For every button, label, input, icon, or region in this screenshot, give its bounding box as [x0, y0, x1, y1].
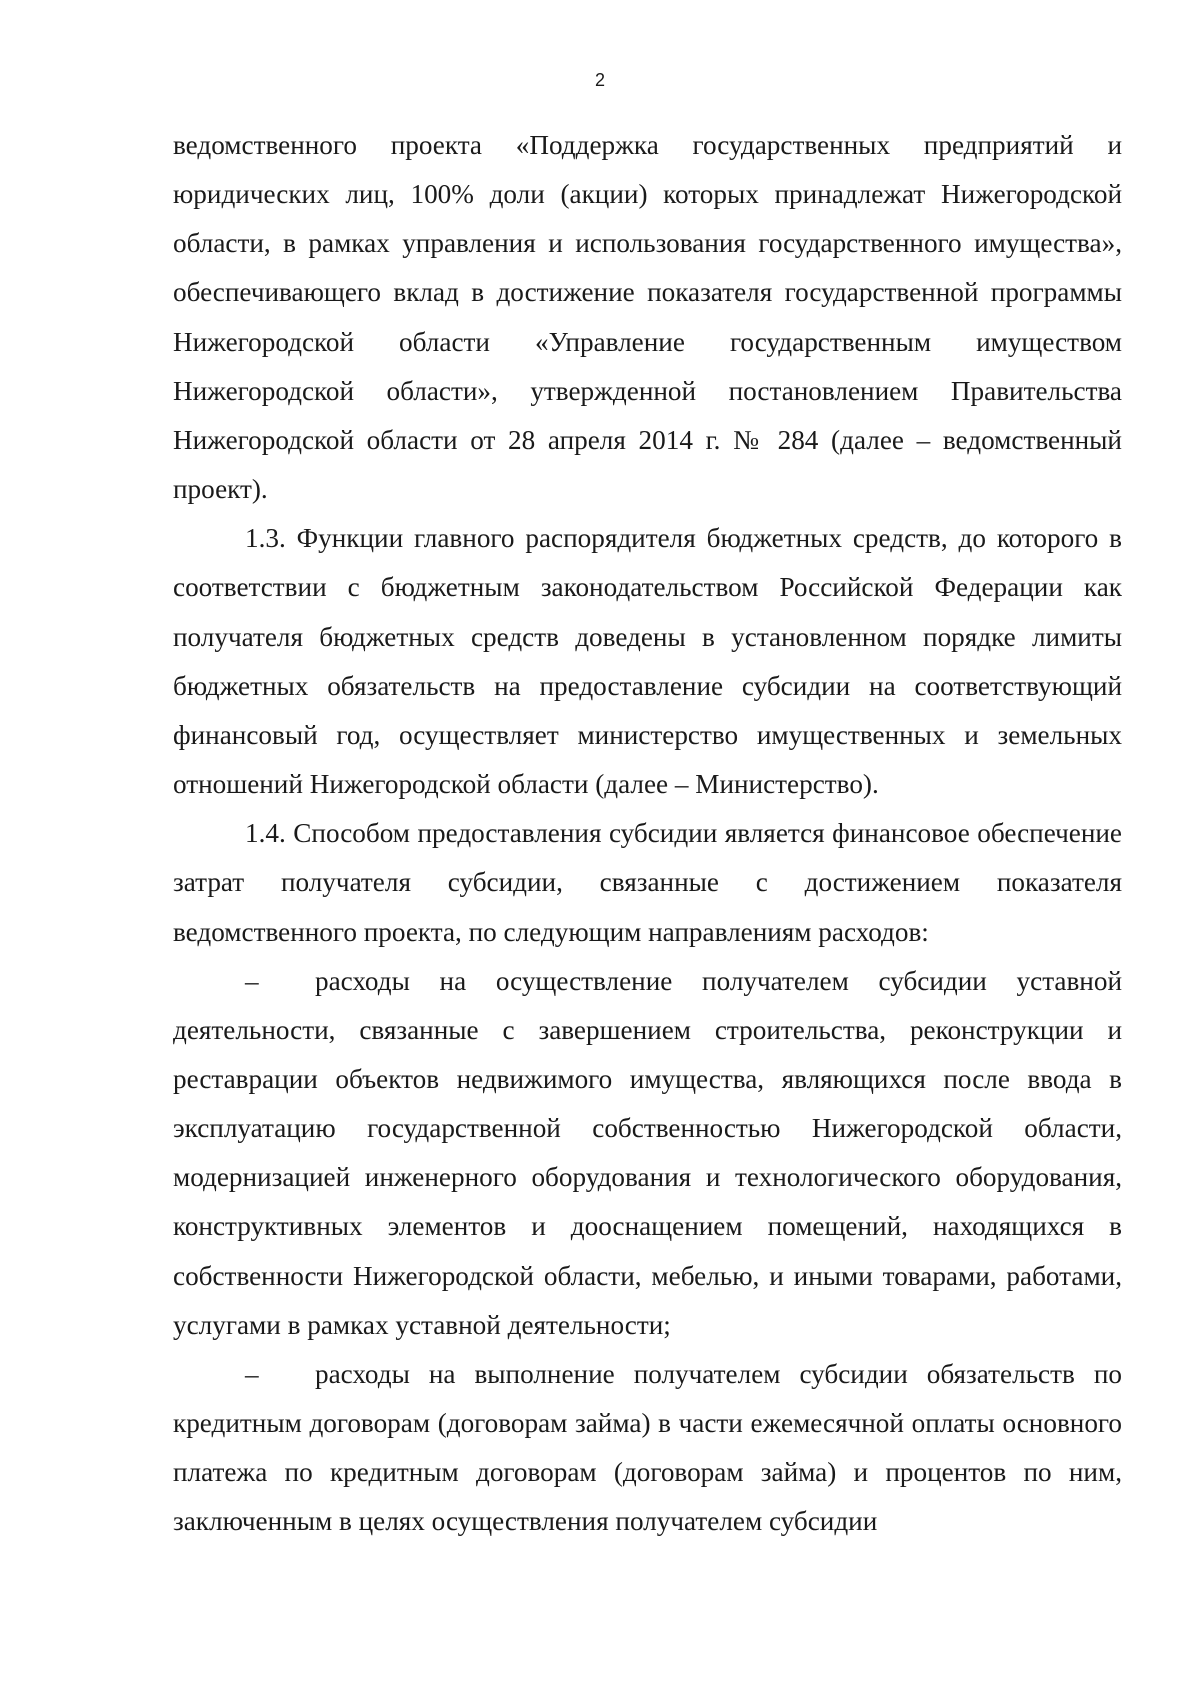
page-number: 2	[594, 70, 605, 90]
list-item	[173, 1350, 1122, 1547]
paragraph-continuation: ведомственного проекта «Поддержка государственных предприятий и юридических лиц, 100% доли (акции) которых принадлежат Нижегородской области, в рамках управления и использования государственного имущества», обеспечивающего вклад в достижение показателя государственной программы Нижегородской области «Управление государственным имуществом Нижегородской области», утвержденной постановлением Правительства Нижегородской области от 28 апреля 2014 г. № 284 (далее – ведомственный проект).	[173, 130, 1122, 505]
paragraph-1-3: 1.3. Функции главного распорядителя бюджетных средств, до которого в соответствии с бюджетным законодательством Российской Федерации как получателя бюджетных средств доведены в установленном порядке лимиты бюджетных обязательств на предоставление субсидии на соответствующий финансовый год, осуществляет министерство имущественных и земельных отношений Нижегородской области (далее – Министерство).	[173, 523, 1122, 800]
list-item-text: расходы на осуществление получателем субсидии уставной деятельности, связанные с завершением строительства, реконструкции и реставрации объектов недвижимого имущества, являющихся после ввода в эксплуатацию государственной собственностью Нижегородской области, модернизацией инженерного оборудования и технологического оборудования, конструктивных элементов и дооснащением помещений, находящихся в собственности Нижегородской области, мебелью, и иными товарами, работами, услугами в рамках уставной деятельности;	[173, 965, 1122, 1340]
list-item	[173, 957, 1122, 1350]
paragraph-1-4: 1.4. Способом предоставления субсидии является финансовое обеспечение затрат получателя субсидии, связанные с достижением показателя ведомственного проекта, по следующим направлениям расходов:	[173, 818, 1122, 947]
document-body	[173, 121, 1122, 1547]
list-dash: –	[245, 965, 259, 996]
list-item-text: расходы на выполнение получателем субсидии обязательств по кредитным договорам (договорам займа) в части ежемесячной оплаты основного платежа по кредитным договорам (договорам займа) и процентов по ним, заключенным в целях осуществления получателем субсидии	[173, 1358, 1122, 1537]
list-dash: –	[245, 1358, 259, 1389]
